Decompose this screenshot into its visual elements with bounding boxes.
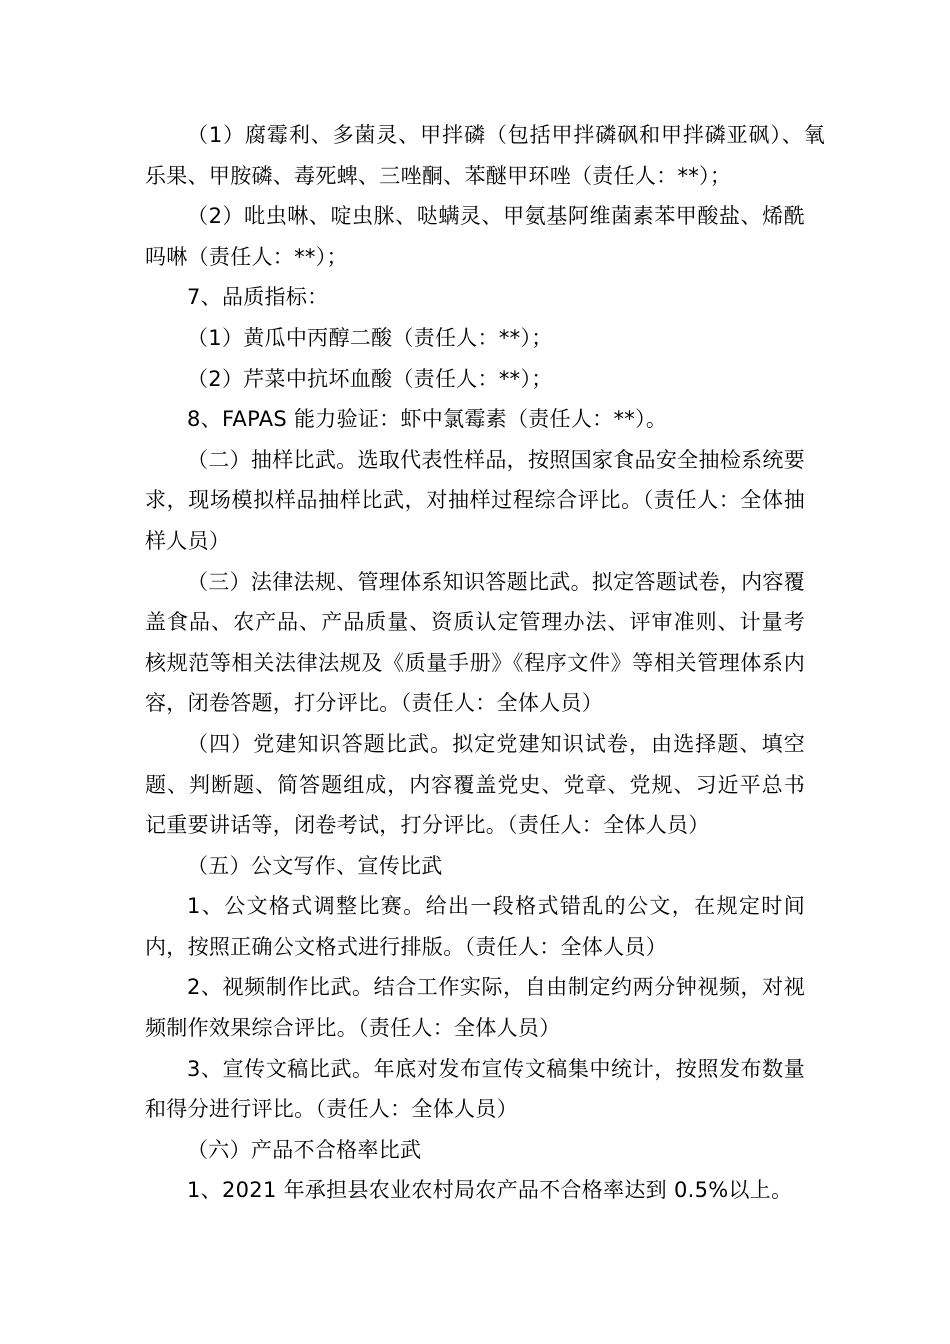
- document-body: [145, 115, 825, 1211]
- paragraph-failure-rate-heading: （六）产品不合格率比武: [187, 1137, 422, 1162]
- paragraph-writing-publicity-heading: （五）公文写作、宣传比武: [187, 853, 443, 878]
- paragraph-celery-indicator: （2）芹菜中抗坏血酸（责任人：**）；: [187, 366, 553, 391]
- paragraph-video-production-contest: 2、视频制作比武。结合工作实际，自由制定约两分钟视频，对视频制作效果综合评比。（责任人：全体人员）: [145, 975, 805, 1041]
- paragraph-publicity-article-contest: 3、宣传文稿比武。年底对发布宣传文稿集中统计，按照发布数量和得分进行评比。（责任人：全体人员）: [145, 1056, 805, 1122]
- paragraph-quality-indicators-heading: 7、品质指标：: [187, 285, 329, 310]
- paragraph-law-knowledge-competition: （三）法律法规、管理体系知识答题比武。拟定答题试卷，内容覆盖食品、农产品、产品质量、资质认定管理办法、评审准则、计量考核规范等相关法律法规及《质量手册》《程序文件》等相关管理体系内容，闭卷答题，打分评比。（责任人：全体人员）: [145, 569, 805, 716]
- paragraph-sampling-competition: （二）抽样比武。选取代表性样品，按照国家食品安全抽检系统要求，现场模拟样品抽样比武，对抽样过程综合评比。（责任人：全体抽样人员）: [145, 447, 805, 553]
- paragraph-failure-rate-target: 1、2021 年承担县农业农村局农产品不合格率达到 0.5%以上。: [187, 1178, 793, 1203]
- paragraph-pesticide-list-2: （2）吡虫啉、啶虫脒、哒螨灵、甲氨基阿维菌素苯甲酸盐、烯酰吗啉（责任人：**）；: [145, 204, 805, 269]
- paragraph-pesticide-list-1: （1）腐霉利、多菌灵、甲拌磷（包括甲拌磷砜和甲拌磷亚砜）、氧乐果、甲胺磷、毒死蜱、三唑酮、苯醚甲环唑（责任人：**）；: [145, 123, 825, 188]
- paragraph-party-knowledge-competition: （四）党建知识答题比武。拟定党建知识试卷，由选择题、填空题、判断题、简答题组成，内容覆盖党史、党章、党规、习近平总书记重要讲话等，闭卷考试，打分评比。（责任人：全体人员）: [145, 731, 805, 838]
- paragraph-cucumber-indicator: （1）黄瓜中丙醇二酸（责任人：**）；: [187, 325, 553, 350]
- paragraph-fapas-verification: 8、FAPAS 能力验证：虾中氯霉素（责任人：**）。: [187, 407, 668, 432]
- paragraph-document-format-contest: 1、公文格式调整比赛。给出一段格式错乱的公文，在规定时间内，按照正确公文格式进行排版。（责任人：全体人员）: [145, 894, 805, 959]
